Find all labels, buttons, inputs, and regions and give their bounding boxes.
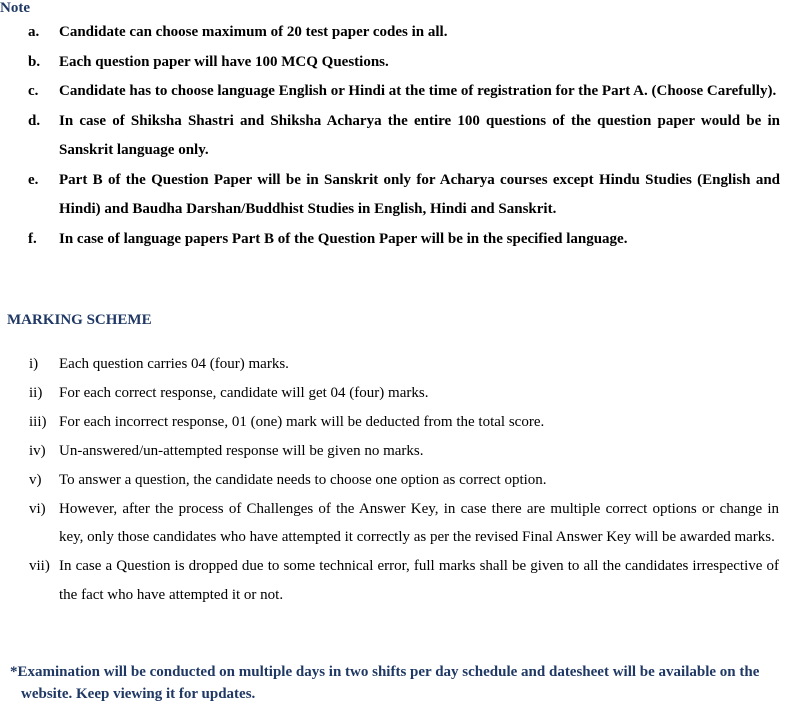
- marking-scheme-item-text: In case a Question is dropped due to some technical error, full marks shall be given to all the candidates irrespective of the fact who have attempted it or not.: [59, 558, 779, 604]
- note-item: [0, 77, 786, 107]
- marking-scheme-item-text: To answer a question, the candidate needs to choose one option as correct option.: [59, 471, 547, 488]
- marking-scheme-item: [0, 437, 786, 466]
- marking-scheme-item-text: For each correct response, candidate will get 04 (four) marks.: [59, 384, 429, 401]
- note-item-marker: f.: [28, 230, 37, 247]
- marking-scheme-item-text: Each question carries 04 (four) marks.: [59, 356, 289, 372]
- marking-scheme-item-marker: vi): [29, 500, 46, 517]
- marking-scheme-item: [0, 408, 786, 437]
- note-item-marker: d.: [28, 112, 41, 129]
- examination-footnote: *Examination will be conducted on multiple days in two shifts per day schedule and datesheet will be available on the website. Keep viewing it for updates.: [10, 664, 760, 702]
- marking-scheme-item-text: However, after the process of Challenges of the Answer Key, in case there are multiple correct options or change in key, only those candidates who have attempted it correctly as per the revised Final Answer Key will be awarded marks.: [59, 500, 779, 546]
- marking-scheme-item-marker: iii): [29, 413, 47, 430]
- note-item-text: Candidate can choose maximum of 20 test paper codes in all.: [59, 24, 448, 40]
- note-item-text: Each question paper will have 100 MCQ Questions.: [59, 53, 389, 70]
- note-item-text: In case of Shiksha Shastri and Shiksha Acharya the entire 100 questions of the question paper would be in Sanskrit language only.: [59, 112, 780, 158]
- marking-scheme-item: [0, 552, 786, 610]
- marking-scheme-item-marker: i): [29, 356, 39, 372]
- note-item-marker: e.: [28, 171, 39, 188]
- marking-scheme-list: [0, 350, 786, 610]
- note-heading: Note: [0, 0, 30, 16]
- note-item-text: Part B of the Question Paper will be in Sanskrit only for Acharya courses except Hindu Studies (English and Hindi) and Baudha Darshan/Buddhist Studies in English, Hindi and Sanskrit.: [59, 171, 780, 217]
- note-item-marker: a.: [28, 24, 40, 40]
- marking-scheme-item-marker: v): [29, 471, 42, 488]
- marking-scheme-item: [0, 350, 786, 379]
- marking-scheme-heading: MARKING SCHEME: [7, 312, 152, 328]
- marking-scheme-item-marker: vii): [29, 558, 50, 575]
- note-item: [0, 48, 786, 78]
- marking-scheme-item-marker: iv): [29, 442, 46, 459]
- note-item-marker: c.: [28, 83, 39, 99]
- note-item-text: Candidate has to choose language English or Hindi at the time of registration for the Part A. (Choose Carefully).: [59, 83, 777, 99]
- marking-scheme-item: [0, 466, 786, 495]
- marking-scheme-item: [0, 379, 786, 408]
- note-item: [0, 166, 786, 225]
- marking-scheme-item: [0, 495, 786, 553]
- note-list: [0, 18, 786, 254]
- note-item: [0, 18, 786, 48]
- marking-scheme-item-marker: ii): [29, 384, 43, 401]
- marking-scheme-item-text: For each incorrect response, 01 (one) mark will be deducted from the total score.: [59, 413, 545, 430]
- note-item: [0, 225, 786, 255]
- marking-scheme-item-text: Un-answered/un-attempted response will be given no marks.: [59, 442, 424, 459]
- note-item-marker: b.: [28, 53, 41, 70]
- note-item-text: In case of language papers Part B of the Question Paper will be in the specified language.: [59, 230, 628, 247]
- note-item: [0, 107, 786, 166]
